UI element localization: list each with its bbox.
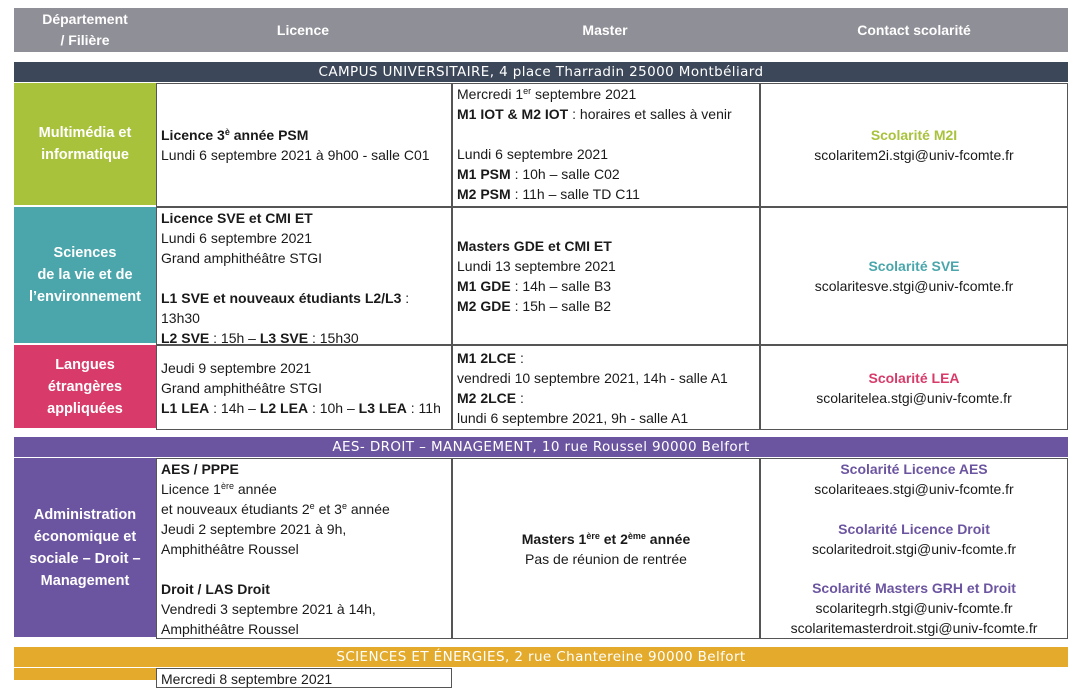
contact-title: Scolarité SVE xyxy=(868,258,960,274)
campus-banner-montbeliard: CAMPUS UNIVERSITAIRE, 4 place Tharradin 25000 Montbéliard xyxy=(14,62,1068,82)
contact-email[interactable]: scolaritedroit.stgi@univ-fcomte.fr xyxy=(811,540,1017,557)
table-header xyxy=(14,8,1068,52)
contact-email[interactable]: scolariteaes.stgi@univ-fcomte.fr xyxy=(814,481,1014,497)
licence-cell-sciences-energies: Mercredi 8 septembre 2021 xyxy=(156,668,452,688)
contact-title: Scolarité Licence Droit xyxy=(838,520,990,537)
contact-cell-multimedia xyxy=(760,83,1068,207)
dept-aes: Administration économique et sociale – Droit – Management xyxy=(14,458,156,637)
dept-sve: Sciences de la vie et de l’environnement xyxy=(14,207,156,343)
dept-lea: Langues étrangères appliquées xyxy=(14,345,156,428)
campus-banner-sciences-energies: SCIENCES ET ÉNERGIES, 2 rue Chantereine 90000 Belfort xyxy=(14,647,1068,667)
licence-cell-lea: Jeudi 9 septembre 2021 Grand amphithéâtre STGI L1 LEA : 14h – L2 LEA : 10h – L3 LEA : 11h xyxy=(156,345,452,430)
campus-banner-belfort-aes: AES- DROIT – MANAGEMENT, 10 rue Roussel 90000 Belfort xyxy=(14,437,1068,457)
licence-cell-aes: AES / PPPE Licence 1ère année et nouveaux étudiants 2e et 3e année Jeudi 2 septembre 2021 à 9h, Amphithéâtre Roussel Droit / LAS Droit Vendredi 3 septembre 2021 à 14h, Amphithéâtre Roussel xyxy=(156,458,452,639)
contact-email[interactable]: scolaritemasterdroit.stgi@univ-fcomte.fr xyxy=(790,620,1038,636)
header-departement: Département / Filière xyxy=(42,11,128,48)
contact-cell-lea xyxy=(760,345,1068,430)
contact-email[interactable]: scolaritesve.stgi@univ-fcomte.fr xyxy=(814,278,1014,294)
licence-cell-multimedia: Licence $3^è$ année PSM Lundi 6 septembre 2021 à 9h00 - salle C01 xyxy=(156,83,452,207)
master-cell-aes: Masters 1ère et 2ème année Pas de réunion de rentrée xyxy=(452,458,760,639)
contact-email[interactable]: scolaritem2i.stgi@univ-fcomte.fr xyxy=(814,147,1014,163)
contact-title: Scolarité Masters GRH et Droit xyxy=(812,580,1016,596)
master-cell-multimedia: Mercredi 1er septembre 2021 M1 IOT & M2 IOT : horaires et salles à venir Lundi 6 septembre 2021 M1 PSM : 10h – salle C02 M2 PSM : 11h – salle TD C11 xyxy=(452,83,760,207)
contact-title: Scolarité M2I xyxy=(870,127,958,143)
contact-title: Scolarité LEA xyxy=(868,369,960,386)
contact-title: Scolarité Licence AES xyxy=(840,461,988,477)
dept-multimedia: Multimédia et informatique xyxy=(14,83,156,205)
dept-sciences-energies xyxy=(14,668,156,680)
contact-cell-aes xyxy=(760,458,1068,639)
licence-cell-sve: Licence SVE et CMI ET Lundi 6 septembre 2021 Grand amphithéâtre STGI L1 SVE et nouveaux étudiants L2/L3 : 13h30 L2 SVE : 15h – L3 SVE : 15h30 xyxy=(156,207,452,345)
master-cell-lea: M1 2LCE : vendredi 10 septembre 2021, 14h - salle A1 M2 2LCE : lundi 6 septembre 2021, 9h - salle A1 xyxy=(452,345,760,430)
header-licence: Licence xyxy=(276,21,330,38)
contact-cell-sve xyxy=(760,207,1068,345)
header-contact: Contact scolarité xyxy=(857,21,971,38)
contact-email[interactable]: scolaritelea.stgi@univ-fcomte.fr xyxy=(816,389,1012,406)
header-master: Master xyxy=(582,21,628,38)
master-cell-sve: Masters GDE et CMI ET Lundi 13 septembre 2021 M1 GDE : 14h – salle B3 M2 GDE : 15h – salle B2 xyxy=(452,207,760,345)
contact-email[interactable]: scolaritegrh.stgi@univ-fcomte.fr xyxy=(815,600,1013,616)
